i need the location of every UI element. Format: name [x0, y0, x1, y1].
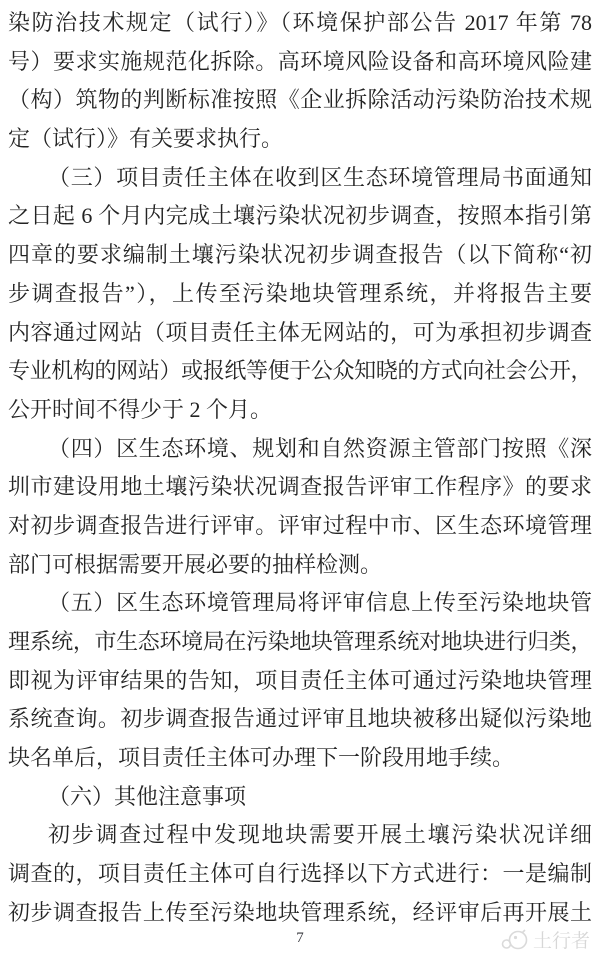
document-line: 号）要求实施规范化拆除。高环境风险设备和高环境风险建 [8, 48, 592, 74]
page-number: 7 [296, 930, 304, 946]
document-line: 对初步调查报告进行评审。评审过程中市、区生态环境管理 [8, 512, 592, 538]
document-line: 系统查询。初步调查报告通过评审且地块被移出疑似污染地 [8, 706, 592, 732]
document-line: 调查的，项目责任主体可自行选择以下方式进行：一是编制 [8, 861, 592, 887]
document-line: （构）筑物的判断标准按照《企业拆除活动污染防治技术规 [8, 87, 592, 113]
document-line: 之日起 6 个月内完成土壤污染状况初步调查，按照本指引第 [8, 203, 592, 229]
document-line: 初步调查报告上传至污染地块管理系统，经评审后再开展土 [8, 899, 592, 925]
tuxingzhe-logo-icon [500, 927, 530, 953]
document-line: 圳市建设用地土壤污染状况调查报告评审工作程序》的要求 [8, 474, 592, 500]
document-line: 公开时间不得少于 2 个月。 [8, 396, 273, 422]
document-line: 初步调查过程中发现地块需要开展土壤污染状况详细 [48, 822, 592, 848]
document-line: 块名单后，项目责任主体可办理下一阶段用地手续。 [8, 745, 515, 771]
watermark [500, 926, 590, 953]
document-line: 内容通过网站（项目责任主体无网站的，可为承担初步调查 [8, 319, 592, 345]
document-line: 部门可根据需要开展必要的抽样检测。 [8, 551, 383, 577]
document-line: 即视为评审结果的告知，项目责任主体可通过污染地块管理 [8, 667, 592, 693]
document-body [8, 4, 592, 933]
document-line: （三）项目责任主体在收到区生态环境管理局书面通知 [48, 164, 592, 190]
watermark-label: 土行者 [532, 931, 590, 952]
document-line: （五）区生态环境管理局将评审信息上传至污染地块管 [48, 590, 592, 616]
document-line: （四）区生态环境、规划和自然资源主管部门按照《深 [48, 435, 592, 461]
document-line: 定（试行）》有关要求执行。 [8, 126, 284, 152]
document-line: 步调查报告”），上传至污染地块管理系统，并将报告主要 [8, 280, 592, 306]
document-line: （六）其他注意事项 [48, 783, 247, 809]
document-line: 染防治技术规定（试行）》（环境保护部公告 2017 年第 78 [8, 10, 592, 35]
document-line: 理系统，市生态环境局在污染地块管理系统对地块进行归类， [8, 629, 592, 654]
document-line: 专业机构的网站）或报纸等便于公众知晓的方式向社会公开， [8, 358, 592, 384]
document-line: 四章的要求编制土壤污染状况初步调查报告（以下简称“初 [8, 242, 592, 268]
